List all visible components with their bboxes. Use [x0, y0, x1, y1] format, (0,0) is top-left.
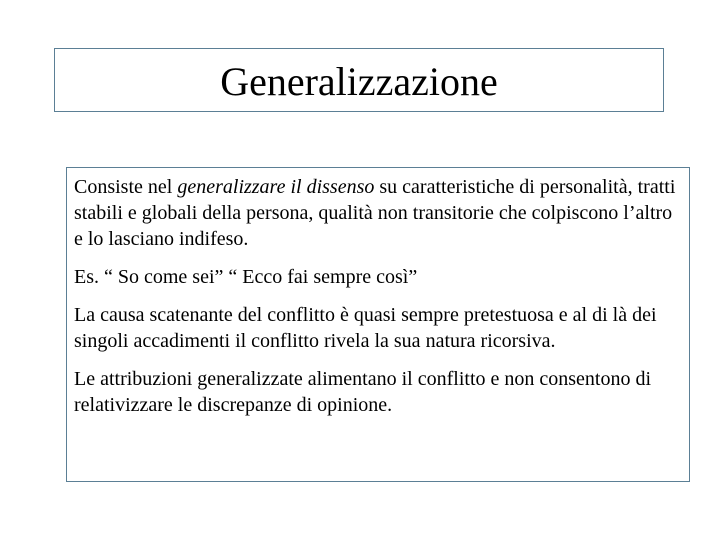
slide-title: Generalizzazione [220, 59, 498, 104]
paragraph-example: Es. “ So come sei” “ Ecco fai sempre così” [74, 266, 418, 288]
definition-text-start: Consiste nel [74, 176, 178, 198]
content-box [66, 167, 690, 482]
paragraph-definition [74, 174, 683, 252]
definition-text-end: su caratteristiche di personalità, tratti stabili e globali della persona, qualità non transitorie che colpiscono l’altro e lo lasciano indifeso. [74, 176, 676, 250]
definition-emphasis: generalizzare il dissenso [177, 176, 375, 198]
paragraph-attributions: Le attribuzioni generalizzate alimentano il conflitto e non consentono di relativizzare le discrepanze di opinione. [74, 368, 652, 416]
paragraph-cause: La causa scatenante del conflitto è quasi sempre pretestuosa e al di là dei singoli accadimenti il conflitto rivela la sua natura ricorsiva. [74, 304, 657, 352]
title-box [54, 48, 664, 112]
